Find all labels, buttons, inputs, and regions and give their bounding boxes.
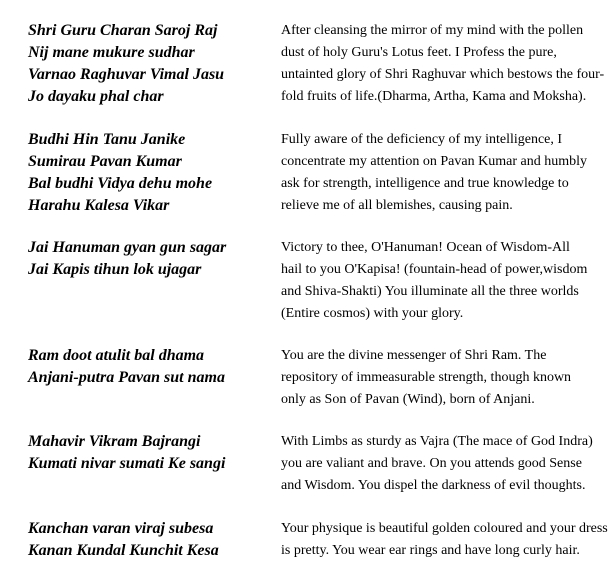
lyric-line: Anjani-putra Pavan sut nama bbox=[28, 369, 225, 386]
meaning-line: concentrate my attention on Pavan Kumar and humbly bbox=[281, 154, 587, 169]
verse-meaning bbox=[281, 345, 606, 411]
verse-meaning bbox=[281, 129, 606, 217]
lyric-line: Nij mane mukure sudhar bbox=[28, 44, 195, 61]
lyric-line: Bal budhi Vidya dehu mohe bbox=[28, 175, 213, 192]
lyric-line: Shri Guru Charan Saroj Raj bbox=[28, 22, 218, 39]
meaning-line: you are valiant and brave. On you attends good Sense bbox=[281, 456, 582, 471]
verse-lyrics bbox=[28, 431, 268, 475]
meaning-line: Victory to thee, O'Hanuman! Ocean of Wisdom-All bbox=[281, 240, 570, 255]
verse-lyrics bbox=[28, 20, 268, 108]
meaning-line: With Limbs as sturdy as Vajra (The mace of God Indra) bbox=[281, 434, 593, 449]
verse-meaning bbox=[281, 237, 606, 325]
meaning-line: repository of immeasurable strength, though known bbox=[281, 370, 572, 385]
meaning-line: fold fruits of life.(Dharma, Artha, Kama and Moksha). bbox=[281, 89, 587, 104]
meaning-line: dust of holy Guru's Lotus feet. I Profess the pure, bbox=[281, 45, 557, 60]
meaning-line: only as Son of Pavan (Wind), born of Anjani. bbox=[281, 392, 535, 407]
meaning-line: and Wisdom. You dispel the darkness of evil thoughts. bbox=[281, 478, 586, 493]
verse-meaning bbox=[281, 20, 606, 108]
lyric-line: Varnao Raghuvar Vimal Jasu bbox=[28, 66, 225, 83]
meaning-line: relieve me of all blemishes, causing pain. bbox=[281, 198, 513, 213]
lyric-line: Harahu Kalesa Vikar bbox=[28, 197, 170, 214]
verse-meaning bbox=[281, 518, 606, 562]
lyric-line: Ram doot atulit bal dhama bbox=[28, 347, 205, 364]
meaning-line: Fully aware of the deficiency of my intelligence, I bbox=[281, 132, 563, 147]
meaning-line: is pretty. You wear ear rings and have long curly hair. bbox=[281, 543, 580, 558]
lyric-line: Sumirau Pavan Kumar bbox=[28, 153, 182, 170]
meaning-line: hail to you O'Kapisa! (fountain-head of power,wisdom bbox=[281, 262, 588, 277]
lyric-line: Budhi Hin Tanu Janike bbox=[28, 131, 186, 148]
meaning-line: ask for strength, intelligence and true knowledge to bbox=[281, 176, 569, 191]
meaning-line: (Entire cosmos) with your glory. bbox=[281, 306, 464, 321]
meaning-line: and Shiva-Shakti) You illuminate all the three worlds bbox=[281, 284, 579, 299]
lyric-line: Kanchan varan viraj subesa bbox=[28, 520, 214, 537]
lyric-line: Jai Kapis tihun lok ujagar bbox=[28, 261, 202, 278]
verse-lyrics bbox=[28, 345, 268, 389]
verse-lyrics bbox=[28, 129, 268, 217]
meaning-line: After cleansing the mirror of my mind with the pollen bbox=[281, 23, 584, 38]
verse-lyrics bbox=[28, 518, 268, 562]
lyric-line: Kumati nivar sumati Ke sangi bbox=[28, 455, 226, 472]
verse-lyrics bbox=[28, 237, 268, 281]
lyric-line: Mahavir Vikram Bajrangi bbox=[28, 433, 201, 450]
meaning-line: untainted glory of Shri Raghuvar which bestows the four- bbox=[281, 67, 605, 82]
meaning-line: You are the divine messenger of Shri Ram. The bbox=[281, 348, 547, 363]
meaning-line: Your physique is beautiful golden coloured and your dress bbox=[281, 521, 608, 536]
lyric-line: Kanan Kundal Kunchit Kesa bbox=[28, 542, 219, 559]
lyric-line: Jai Hanuman gyan gun sagar bbox=[28, 239, 227, 256]
lyric-line: Jo dayaku phal char bbox=[28, 88, 164, 105]
verse-meaning bbox=[281, 431, 606, 497]
